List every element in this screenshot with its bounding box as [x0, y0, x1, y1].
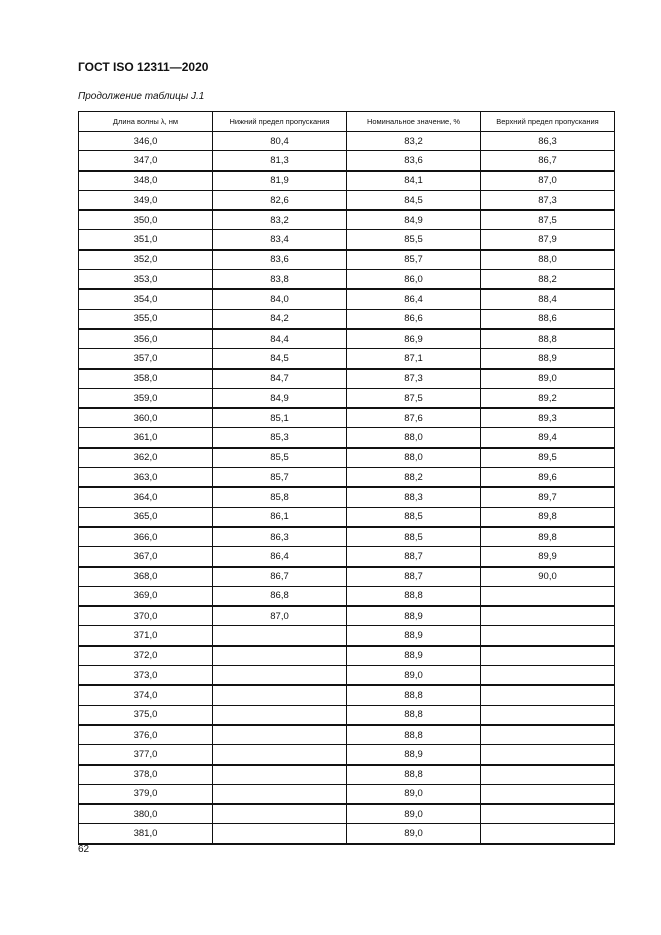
table-body [79, 132, 615, 844]
cell-nominal: 88,5 [347, 507, 481, 527]
cell-upper-limit [481, 804, 615, 824]
table-row [79, 270, 615, 290]
table-row [79, 309, 615, 329]
cell-upper-limit [481, 705, 615, 725]
cell-wavelength: 379,0 [79, 784, 213, 804]
cell-nominal: 88,8 [347, 765, 481, 785]
cell-nominal: 84,1 [347, 171, 481, 191]
column-header-wavelength: Длина волны λ, нм [79, 112, 213, 132]
table-row [79, 626, 615, 646]
table-row [79, 745, 615, 765]
column-header-lower-limit: Нижний предел пропускания [213, 112, 347, 132]
transmittance-table [78, 111, 615, 845]
cell-nominal: 88,8 [347, 705, 481, 725]
cell-wavelength: 357,0 [79, 349, 213, 369]
table-row [79, 408, 615, 428]
cell-nominal: 87,5 [347, 388, 481, 408]
cell-wavelength: 356,0 [79, 329, 213, 349]
column-header-upper-limit: Верхний предел пропускания [481, 112, 615, 132]
cell-lower-limit: 80,4 [213, 132, 347, 151]
cell-wavelength: 349,0 [79, 190, 213, 210]
cell-wavelength: 353,0 [79, 270, 213, 290]
cell-lower-limit [213, 745, 347, 765]
cell-nominal: 86,9 [347, 329, 481, 349]
cell-lower-limit: 83,6 [213, 250, 347, 270]
cell-nominal: 88,2 [347, 468, 481, 488]
cell-lower-limit [213, 824, 347, 844]
cell-lower-limit: 86,7 [213, 567, 347, 587]
cell-upper-limit: 88,4 [481, 289, 615, 309]
cell-nominal: 87,6 [347, 408, 481, 428]
cell-wavelength: 360,0 [79, 408, 213, 428]
cell-nominal: 88,5 [347, 527, 481, 547]
cell-wavelength: 370,0 [79, 606, 213, 626]
cell-lower-limit [213, 685, 347, 705]
cell-upper-limit: 87,0 [481, 171, 615, 191]
cell-wavelength: 362,0 [79, 448, 213, 468]
cell-upper-limit [481, 824, 615, 844]
table-row [79, 230, 615, 250]
cell-lower-limit: 82,6 [213, 190, 347, 210]
cell-upper-limit [481, 745, 615, 765]
cell-nominal: 88,0 [347, 448, 481, 468]
table-row [79, 132, 615, 151]
cell-nominal: 83,2 [347, 132, 481, 151]
cell-nominal: 88,9 [347, 646, 481, 666]
table-row [79, 329, 615, 349]
cell-lower-limit: 86,1 [213, 507, 347, 527]
cell-lower-limit: 81,3 [213, 151, 347, 171]
cell-lower-limit [213, 646, 347, 666]
cell-nominal: 88,7 [347, 547, 481, 567]
cell-nominal: 88,8 [347, 725, 481, 745]
table-row [79, 725, 615, 745]
cell-wavelength: 358,0 [79, 369, 213, 389]
cell-lower-limit: 87,0 [213, 606, 347, 626]
cell-lower-limit [213, 804, 347, 824]
cell-nominal: 89,0 [347, 784, 481, 804]
cell-lower-limit: 86,8 [213, 586, 347, 606]
table-row [79, 646, 615, 666]
cell-upper-limit: 89,8 [481, 507, 615, 527]
cell-nominal: 84,9 [347, 210, 481, 230]
cell-upper-limit [481, 784, 615, 804]
table-row [79, 507, 615, 527]
cell-wavelength: 348,0 [79, 171, 213, 191]
cell-wavelength: 355,0 [79, 309, 213, 329]
cell-lower-limit: 81,9 [213, 171, 347, 191]
cell-wavelength: 351,0 [79, 230, 213, 250]
cell-wavelength: 346,0 [79, 132, 213, 151]
cell-upper-limit: 89,9 [481, 547, 615, 567]
table-row [79, 765, 615, 785]
cell-lower-limit: 85,8 [213, 487, 347, 507]
cell-nominal: 86,4 [347, 289, 481, 309]
table-row [79, 547, 615, 567]
table-row [79, 685, 615, 705]
cell-lower-limit: 83,8 [213, 270, 347, 290]
table-row [79, 388, 615, 408]
cell-nominal: 87,1 [347, 349, 481, 369]
cell-upper-limit [481, 646, 615, 666]
table-row [79, 369, 615, 389]
cell-upper-limit: 89,6 [481, 468, 615, 488]
cell-lower-limit [213, 666, 347, 686]
table-row [79, 586, 615, 606]
table-row [79, 804, 615, 824]
cell-wavelength: 378,0 [79, 765, 213, 785]
cell-lower-limit: 83,4 [213, 230, 347, 250]
table-row [79, 606, 615, 626]
cell-nominal: 85,5 [347, 230, 481, 250]
cell-wavelength: 350,0 [79, 210, 213, 230]
cell-wavelength: 364,0 [79, 487, 213, 507]
cell-upper-limit: 90,0 [481, 567, 615, 587]
cell-upper-limit: 89,4 [481, 428, 615, 448]
cell-nominal: 83,6 [347, 151, 481, 171]
cell-upper-limit: 88,2 [481, 270, 615, 290]
cell-wavelength: 371,0 [79, 626, 213, 646]
cell-lower-limit: 86,3 [213, 527, 347, 547]
table-row [79, 151, 615, 171]
cell-lower-limit: 84,4 [213, 329, 347, 349]
column-header-nominal: Номинальное значение, % [347, 112, 481, 132]
table-row [79, 824, 615, 844]
cell-lower-limit: 83,2 [213, 210, 347, 230]
table-header-row [79, 112, 615, 132]
table-row [79, 487, 615, 507]
cell-upper-limit: 89,2 [481, 388, 615, 408]
cell-upper-limit: 87,5 [481, 210, 615, 230]
cell-upper-limit [481, 626, 615, 646]
cell-wavelength: 377,0 [79, 745, 213, 765]
cell-lower-limit [213, 725, 347, 745]
cell-lower-limit [213, 765, 347, 785]
table-row [79, 289, 615, 309]
cell-wavelength: 352,0 [79, 250, 213, 270]
cell-lower-limit [213, 784, 347, 804]
cell-lower-limit: 85,5 [213, 448, 347, 468]
cell-nominal: 89,0 [347, 666, 481, 686]
cell-lower-limit: 85,7 [213, 468, 347, 488]
cell-upper-limit: 89,7 [481, 487, 615, 507]
cell-nominal: 88,9 [347, 626, 481, 646]
cell-upper-limit [481, 606, 615, 626]
table-row [79, 349, 615, 369]
cell-wavelength: 375,0 [79, 705, 213, 725]
cell-upper-limit: 88,0 [481, 250, 615, 270]
cell-wavelength: 380,0 [79, 804, 213, 824]
table-row [79, 567, 615, 587]
cell-wavelength: 376,0 [79, 725, 213, 745]
cell-nominal: 88,8 [347, 685, 481, 705]
cell-wavelength: 367,0 [79, 547, 213, 567]
cell-wavelength: 366,0 [79, 527, 213, 547]
cell-nominal: 89,0 [347, 824, 481, 844]
cell-lower-limit: 86,4 [213, 547, 347, 567]
cell-nominal: 88,3 [347, 487, 481, 507]
table-row [79, 210, 615, 230]
document-title: ГОСТ ISO 12311—2020 [78, 60, 209, 74]
cell-upper-limit: 86,7 [481, 151, 615, 171]
cell-nominal: 87,3 [347, 369, 481, 389]
cell-wavelength: 363,0 [79, 468, 213, 488]
table-row [79, 468, 615, 488]
cell-lower-limit: 84,0 [213, 289, 347, 309]
cell-nominal: 88,9 [347, 745, 481, 765]
cell-nominal: 86,0 [347, 270, 481, 290]
cell-upper-limit [481, 725, 615, 745]
cell-lower-limit [213, 626, 347, 646]
cell-lower-limit: 84,7 [213, 369, 347, 389]
cell-upper-limit: 88,6 [481, 309, 615, 329]
cell-upper-limit: 89,0 [481, 369, 615, 389]
cell-upper-limit: 87,9 [481, 230, 615, 250]
cell-upper-limit [481, 666, 615, 686]
table-row [79, 705, 615, 725]
cell-wavelength: 381,0 [79, 824, 213, 844]
cell-upper-limit: 89,5 [481, 448, 615, 468]
cell-upper-limit: 86,3 [481, 132, 615, 151]
table-row [79, 448, 615, 468]
table-row [79, 190, 615, 210]
cell-lower-limit: 85,1 [213, 408, 347, 428]
cell-wavelength: 347,0 [79, 151, 213, 171]
cell-upper-limit: 89,3 [481, 408, 615, 428]
cell-wavelength: 373,0 [79, 666, 213, 686]
cell-upper-limit [481, 685, 615, 705]
cell-wavelength: 368,0 [79, 567, 213, 587]
cell-lower-limit: 84,9 [213, 388, 347, 408]
cell-nominal: 88,9 [347, 606, 481, 626]
cell-upper-limit: 87,3 [481, 190, 615, 210]
table-row [79, 527, 615, 547]
table-caption: Продолжение таблицы J.1 [78, 91, 205, 102]
cell-wavelength: 365,0 [79, 507, 213, 527]
cell-upper-limit [481, 586, 615, 606]
table-row [79, 428, 615, 448]
cell-wavelength: 374,0 [79, 685, 213, 705]
cell-lower-limit [213, 705, 347, 725]
cell-upper-limit: 88,8 [481, 329, 615, 349]
cell-upper-limit [481, 765, 615, 785]
cell-wavelength: 372,0 [79, 646, 213, 666]
page-number: 62 [78, 844, 90, 855]
cell-upper-limit: 88,9 [481, 349, 615, 369]
cell-lower-limit: 84,2 [213, 309, 347, 329]
cell-nominal: 85,7 [347, 250, 481, 270]
cell-nominal: 88,8 [347, 586, 481, 606]
table-row [79, 784, 615, 804]
cell-wavelength: 359,0 [79, 388, 213, 408]
table-row [79, 250, 615, 270]
cell-nominal: 86,6 [347, 309, 481, 329]
cell-wavelength: 361,0 [79, 428, 213, 448]
table-row [79, 666, 615, 686]
table-row [79, 171, 615, 191]
cell-lower-limit: 84,5 [213, 349, 347, 369]
cell-nominal: 88,7 [347, 567, 481, 587]
cell-nominal: 89,0 [347, 804, 481, 824]
cell-wavelength: 369,0 [79, 586, 213, 606]
cell-nominal: 84,5 [347, 190, 481, 210]
cell-nominal: 88,0 [347, 428, 481, 448]
cell-wavelength: 354,0 [79, 289, 213, 309]
cell-lower-limit: 85,3 [213, 428, 347, 448]
cell-upper-limit: 89,8 [481, 527, 615, 547]
